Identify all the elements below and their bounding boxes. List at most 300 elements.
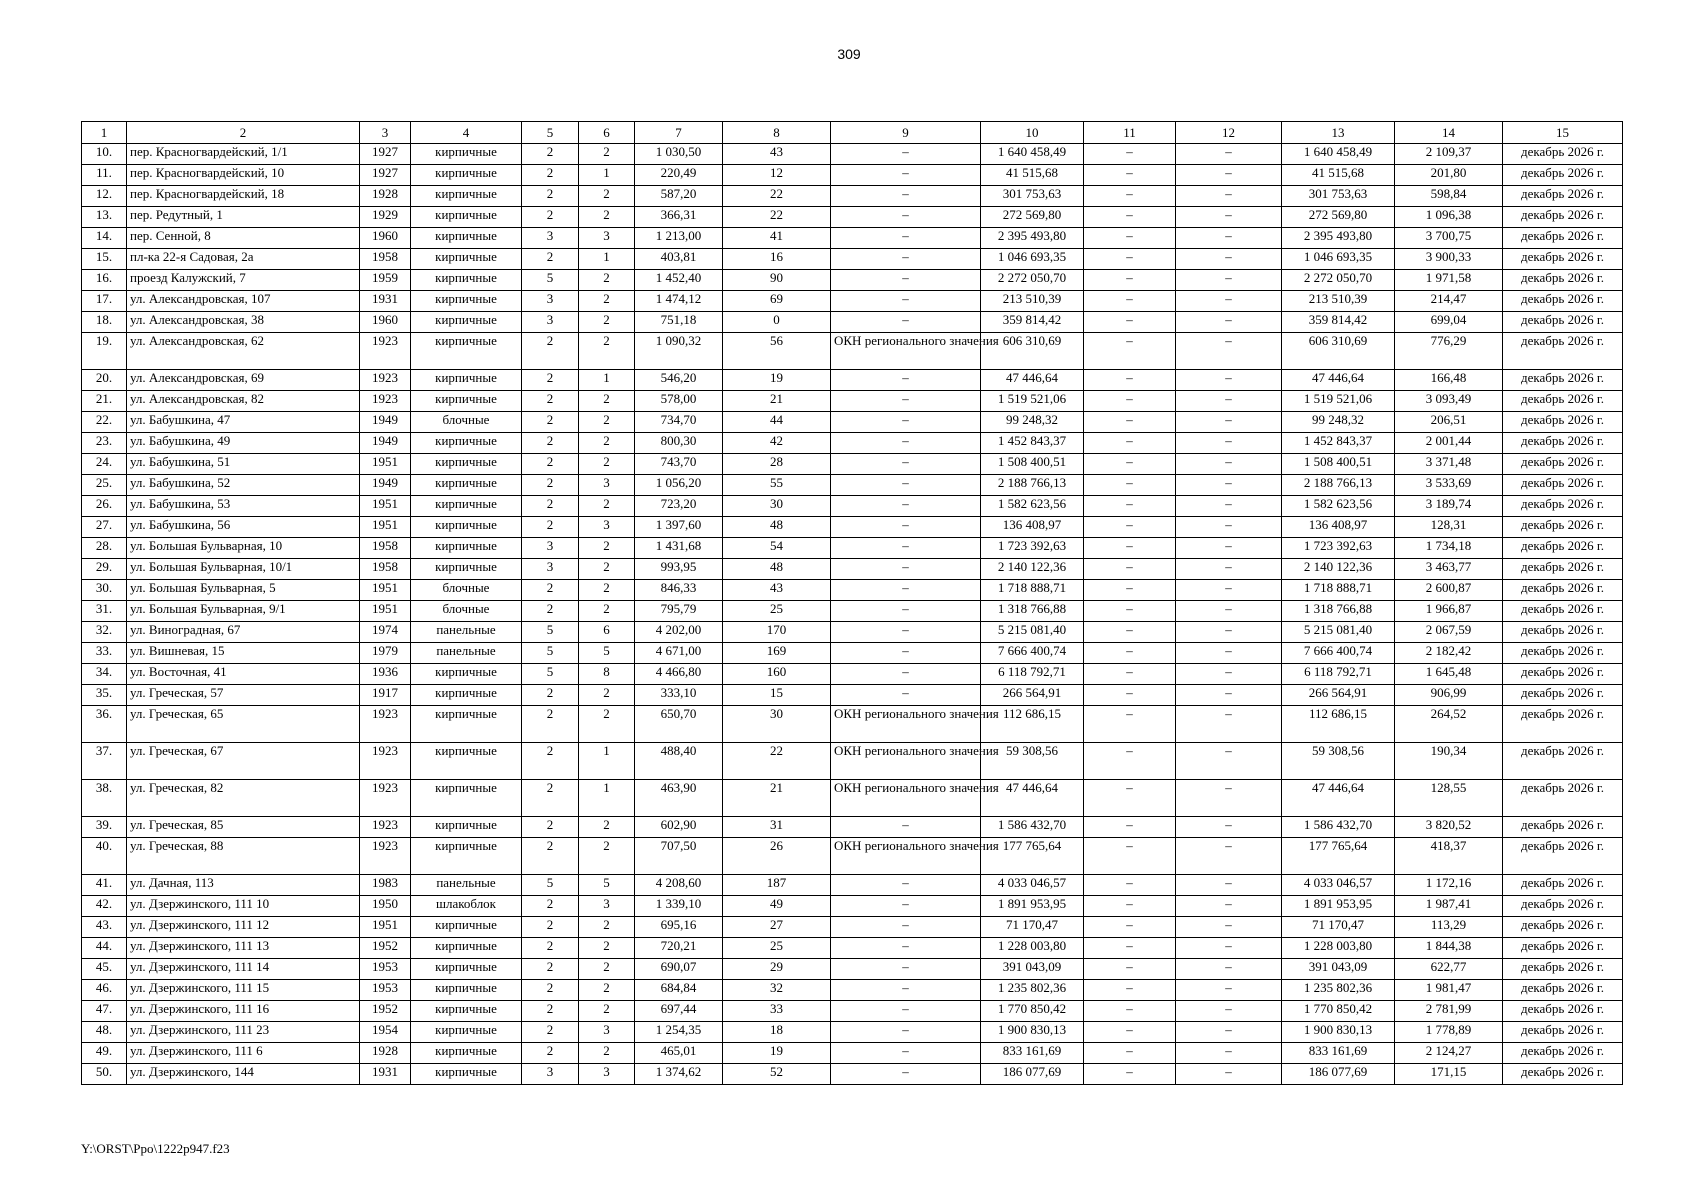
- cell-area: 707,50: [635, 838, 723, 875]
- cell-deadline: декабрь 2026 г.: [1503, 622, 1623, 643]
- cell-deadline: декабрь 2026 г.: [1503, 391, 1623, 412]
- cell-area: 1 452,40: [635, 270, 723, 291]
- cell-deadline: декабрь 2026 г.: [1503, 475, 1623, 496]
- cell-wall-material: панельные: [411, 875, 522, 896]
- cell-total-cost: 41 515,68: [981, 165, 1084, 186]
- cell-build-year: 1952: [360, 1001, 411, 1022]
- cell-deadline: декабрь 2026 г.: [1503, 980, 1623, 1001]
- cell-deadline: декабрь 2026 г.: [1503, 370, 1623, 391]
- table-row: [82, 391, 1623, 412]
- cell-row-number: 16.: [82, 270, 127, 291]
- cell-total-cost: 2 140 122,36: [981, 559, 1084, 580]
- cell-cost-col-12: –: [1176, 601, 1282, 622]
- cell-address: ул. Греческая, 82: [127, 780, 360, 817]
- cell-residents: 54: [723, 538, 831, 559]
- cell-residents: 19: [723, 1043, 831, 1064]
- cell-entrances: 2: [579, 144, 635, 165]
- cell-cost-col-13: 47 446,64: [1282, 370, 1395, 391]
- table-row: [82, 896, 1623, 917]
- cell-heritage-status: –: [831, 454, 981, 475]
- cell-cost-col-12: –: [1176, 391, 1282, 412]
- cell-floors: 3: [522, 538, 579, 559]
- table-row: [82, 706, 1623, 743]
- cell-row-number: 14.: [82, 228, 127, 249]
- cell-entrances: 2: [579, 980, 635, 1001]
- cell-deadline: декабрь 2026 г.: [1503, 165, 1623, 186]
- cell-cost-per-unit: 3 371,48: [1395, 454, 1503, 475]
- cell-area: 403,81: [635, 249, 723, 270]
- cell-area: 4 671,00: [635, 643, 723, 664]
- cell-build-year: 1923: [360, 333, 411, 370]
- cell-entrances: 2: [579, 333, 635, 370]
- cell-row-number: 15.: [82, 249, 127, 270]
- cell-address: ул. Александровская, 62: [127, 333, 360, 370]
- cell-total-cost: 1 452 843,37: [981, 433, 1084, 454]
- cell-row-number: 33.: [82, 643, 127, 664]
- cell-cost-per-unit: 622,77: [1395, 959, 1503, 980]
- cell-total-cost: 1 519 521,06: [981, 391, 1084, 412]
- cell-area: 650,70: [635, 706, 723, 743]
- cell-address: ул. Александровская, 107: [127, 291, 360, 312]
- table-row: [82, 370, 1623, 391]
- cell-cost-col-11: –: [1084, 706, 1176, 743]
- cell-floors: 2: [522, 207, 579, 228]
- cell-floors: 5: [522, 270, 579, 291]
- table-row: [82, 643, 1623, 664]
- cell-area: 488,40: [635, 743, 723, 780]
- cell-row-number: 12.: [82, 186, 127, 207]
- cell-floors: 3: [522, 291, 579, 312]
- table-row: [82, 228, 1623, 249]
- cell-cost-col-11: –: [1084, 838, 1176, 875]
- cell-residents: 30: [723, 706, 831, 743]
- cell-entrances: 2: [579, 580, 635, 601]
- cell-address: ул. Дзержинского, 111 14: [127, 959, 360, 980]
- cell-residents: 19: [723, 370, 831, 391]
- cell-address: ул. Александровская, 82: [127, 391, 360, 412]
- cell-total-cost: 1 718 888,71: [981, 580, 1084, 601]
- cell-entrances: 2: [579, 917, 635, 938]
- cell-cost-per-unit: 2 781,99: [1395, 1001, 1503, 1022]
- cell-cost-per-unit: 418,37: [1395, 838, 1503, 875]
- cell-cost-col-11: –: [1084, 391, 1176, 412]
- table-row: [82, 959, 1623, 980]
- cell-wall-material: кирпичные: [411, 1043, 522, 1064]
- cell-cost-col-13: 301 753,63: [1282, 186, 1395, 207]
- cell-cost-col-13: 59 308,56: [1282, 743, 1395, 780]
- cell-address: ул. Восточная, 41: [127, 664, 360, 685]
- cell-row-number: 17.: [82, 291, 127, 312]
- cell-cost-col-12: –: [1176, 875, 1282, 896]
- cell-address: ул. Дзержинского, 111 15: [127, 980, 360, 1001]
- cell-residents: 43: [723, 580, 831, 601]
- cell-area: 1 339,10: [635, 896, 723, 917]
- column-header-1: 1: [82, 122, 127, 144]
- cell-cost-col-11: –: [1084, 875, 1176, 896]
- cell-residents: 170: [723, 622, 831, 643]
- cell-cost-col-13: 272 569,80: [1282, 207, 1395, 228]
- cell-build-year: 1923: [360, 743, 411, 780]
- cell-entrances: 2: [579, 838, 635, 875]
- cell-total-cost: 7 666 400,74: [981, 643, 1084, 664]
- cell-build-year: 1952: [360, 938, 411, 959]
- cell-address: пер. Красногвардейский, 1/1: [127, 144, 360, 165]
- cell-build-year: 1931: [360, 1064, 411, 1085]
- cell-build-year: 1951: [360, 580, 411, 601]
- cell-entrances: 2: [579, 391, 635, 412]
- cell-cost-col-13: 2 188 766,13: [1282, 475, 1395, 496]
- cell-wall-material: кирпичные: [411, 207, 522, 228]
- cell-wall-material: кирпичные: [411, 370, 522, 391]
- cell-deadline: декабрь 2026 г.: [1503, 664, 1623, 685]
- cell-wall-material: кирпичные: [411, 1001, 522, 1022]
- cell-address: пер. Красногвардейский, 10: [127, 165, 360, 186]
- cell-area: 1 090,32: [635, 333, 723, 370]
- cell-deadline: декабрь 2026 г.: [1503, 270, 1623, 291]
- cell-cost-col-11: –: [1084, 664, 1176, 685]
- cell-heritage-status: –: [831, 186, 981, 207]
- cell-cost-col-12: –: [1176, 291, 1282, 312]
- cell-area: 366,31: [635, 207, 723, 228]
- cell-address: ул. Дзержинского, 144: [127, 1064, 360, 1085]
- cell-cost-col-13: 5 215 081,40: [1282, 622, 1395, 643]
- cell-cost-col-13: 2 140 122,36: [1282, 559, 1395, 580]
- cell-deadline: декабрь 2026 г.: [1503, 959, 1623, 980]
- cell-floors: 2: [522, 980, 579, 1001]
- cell-deadline: декабрь 2026 г.: [1503, 743, 1623, 780]
- cell-wall-material: кирпичные: [411, 165, 522, 186]
- cell-residents: 48: [723, 559, 831, 580]
- cell-total-cost: 2 188 766,13: [981, 475, 1084, 496]
- housing-registry-table: [81, 121, 1623, 1085]
- cell-cost-col-11: –: [1084, 917, 1176, 938]
- cell-address: ул. Александровская, 38: [127, 312, 360, 333]
- cell-floors: 2: [522, 743, 579, 780]
- cell-cost-col-13: 833 161,69: [1282, 1043, 1395, 1064]
- cell-area: 1 374,62: [635, 1064, 723, 1085]
- cell-cost-col-13: 1 508 400,51: [1282, 454, 1395, 475]
- cell-entrances: 2: [579, 207, 635, 228]
- cell-address: пер. Красногвардейский, 18: [127, 186, 360, 207]
- cell-build-year: 1927: [360, 144, 411, 165]
- cell-wall-material: кирпичные: [411, 743, 522, 780]
- cell-heritage-status: –: [831, 370, 981, 391]
- cell-cost-col-12: –: [1176, 228, 1282, 249]
- cell-total-cost: 99 248,32: [981, 412, 1084, 433]
- cell-heritage-status: –: [831, 559, 981, 580]
- cell-floors: 5: [522, 622, 579, 643]
- cell-area: 1 397,60: [635, 517, 723, 538]
- cell-floors: 2: [522, 1043, 579, 1064]
- cell-floors: 2: [522, 433, 579, 454]
- cell-entrances: 1: [579, 743, 635, 780]
- cell-cost-col-13: 1 582 623,56: [1282, 496, 1395, 517]
- cell-build-year: 1949: [360, 412, 411, 433]
- cell-residents: 69: [723, 291, 831, 312]
- cell-cost-per-unit: 3 533,69: [1395, 475, 1503, 496]
- cell-cost-col-13: 41 515,68: [1282, 165, 1395, 186]
- cell-entrances: 3: [579, 1064, 635, 1085]
- cell-deadline: декабрь 2026 г.: [1503, 601, 1623, 622]
- cell-cost-col-13: 47 446,64: [1282, 780, 1395, 817]
- cell-entrances: 2: [579, 817, 635, 838]
- cell-cost-per-unit: 2 001,44: [1395, 433, 1503, 454]
- cell-heritage-status: –: [831, 643, 981, 664]
- cell-area: 723,20: [635, 496, 723, 517]
- cell-area: 993,95: [635, 559, 723, 580]
- cell-total-cost: 301 753,63: [981, 186, 1084, 207]
- table-row: [82, 454, 1623, 475]
- cell-build-year: 1951: [360, 601, 411, 622]
- cell-entrances: 1: [579, 370, 635, 391]
- cell-entrances: 2: [579, 959, 635, 980]
- table-row: [82, 538, 1623, 559]
- cell-deadline: декабрь 2026 г.: [1503, 333, 1623, 370]
- cell-wall-material: кирпичные: [411, 228, 522, 249]
- cell-address: ул. Бабушкина, 49: [127, 433, 360, 454]
- cell-cost-col-13: 1 718 888,71: [1282, 580, 1395, 601]
- cell-area: 720,21: [635, 938, 723, 959]
- cell-cost-col-11: –: [1084, 896, 1176, 917]
- cell-deadline: декабрь 2026 г.: [1503, 643, 1623, 664]
- cell-cost-col-13: 266 564,91: [1282, 685, 1395, 706]
- cell-deadline: декабрь 2026 г.: [1503, 580, 1623, 601]
- table-row: [82, 291, 1623, 312]
- cell-build-year: 1951: [360, 454, 411, 475]
- cell-entrances: 2: [579, 1043, 635, 1064]
- cell-floors: 2: [522, 475, 579, 496]
- cell-total-cost: 359 814,42: [981, 312, 1084, 333]
- cell-heritage-status: –: [831, 601, 981, 622]
- cell-wall-material: кирпичные: [411, 838, 522, 875]
- cell-heritage-status: –: [831, 144, 981, 165]
- cell-floors: 2: [522, 938, 579, 959]
- cell-deadline: декабрь 2026 г.: [1503, 896, 1623, 917]
- cell-wall-material: кирпичные: [411, 496, 522, 517]
- cell-entrances: 6: [579, 622, 635, 643]
- cell-floors: 2: [522, 391, 579, 412]
- cell-total-cost: 1 508 400,51: [981, 454, 1084, 475]
- cell-cost-col-12: –: [1176, 165, 1282, 186]
- cell-heritage-status: –: [831, 664, 981, 685]
- cell-cost-col-11: –: [1084, 165, 1176, 186]
- cell-wall-material: кирпичные: [411, 312, 522, 333]
- cell-total-cost: 391 043,09: [981, 959, 1084, 980]
- table-body: [82, 144, 1623, 1085]
- cell-cost-per-unit: 598,84: [1395, 186, 1503, 207]
- cell-heritage-status: ОКН регионального значения: [831, 706, 981, 743]
- cell-cost-col-11: –: [1084, 517, 1176, 538]
- cell-wall-material: панельные: [411, 622, 522, 643]
- cell-entrances: 8: [579, 664, 635, 685]
- cell-deadline: декабрь 2026 г.: [1503, 538, 1623, 559]
- cell-cost-col-11: –: [1084, 959, 1176, 980]
- cell-cost-col-12: –: [1176, 475, 1282, 496]
- cell-cost-col-12: –: [1176, 1022, 1282, 1043]
- cell-total-cost: 833 161,69: [981, 1043, 1084, 1064]
- cell-deadline: декабрь 2026 г.: [1503, 1043, 1623, 1064]
- cell-cost-per-unit: 3 820,52: [1395, 817, 1503, 838]
- cell-heritage-status: ОКН регионального значения: [831, 838, 981, 875]
- cell-row-number: 35.: [82, 685, 127, 706]
- cell-cost-col-12: –: [1176, 643, 1282, 664]
- cell-row-number: 24.: [82, 454, 127, 475]
- cell-cost-col-12: –: [1176, 938, 1282, 959]
- cell-deadline: декабрь 2026 г.: [1503, 875, 1623, 896]
- cell-cost-per-unit: 166,48: [1395, 370, 1503, 391]
- cell-wall-material: кирпичные: [411, 1022, 522, 1043]
- cell-cost-col-12: –: [1176, 517, 1282, 538]
- cell-cost-col-11: –: [1084, 980, 1176, 1001]
- cell-cost-per-unit: 214,47: [1395, 291, 1503, 312]
- cell-entrances: 2: [579, 291, 635, 312]
- cell-total-cost: 1 318 766,88: [981, 601, 1084, 622]
- cell-total-cost: 1 640 458,49: [981, 144, 1084, 165]
- cell-cost-col-13: 1 235 802,36: [1282, 980, 1395, 1001]
- cell-row-number: 47.: [82, 1001, 127, 1022]
- cell-total-cost: 59 308,56: [981, 743, 1084, 780]
- cell-deadline: декабрь 2026 г.: [1503, 838, 1623, 875]
- cell-entrances: 3: [579, 475, 635, 496]
- cell-build-year: 1953: [360, 980, 411, 1001]
- table-row: [82, 938, 1623, 959]
- cell-cost-col-12: –: [1176, 333, 1282, 370]
- cell-cost-col-12: –: [1176, 780, 1282, 817]
- cell-floors: 3: [522, 1064, 579, 1085]
- cell-address: ул. Большая Бульварная, 9/1: [127, 601, 360, 622]
- cell-total-cost: 1 723 392,63: [981, 538, 1084, 559]
- cell-heritage-status: –: [831, 496, 981, 517]
- cell-row-number: 39.: [82, 817, 127, 838]
- cell-total-cost: 1 235 802,36: [981, 980, 1084, 1001]
- cell-entrances: 2: [579, 559, 635, 580]
- cell-residents: 26: [723, 838, 831, 875]
- cell-residents: 52: [723, 1064, 831, 1085]
- cell-build-year: 1923: [360, 391, 411, 412]
- table-row: [82, 817, 1623, 838]
- cell-area: 4 202,00: [635, 622, 723, 643]
- cell-total-cost: 136 408,97: [981, 517, 1084, 538]
- column-header-3: 3: [360, 122, 411, 144]
- cell-heritage-status: ОКН регионального значения: [831, 780, 981, 817]
- table-row: [82, 165, 1623, 186]
- cell-cost-per-unit: 1 987,41: [1395, 896, 1503, 917]
- cell-cost-col-12: –: [1176, 838, 1282, 875]
- cell-address: ул. Бабушкина, 56: [127, 517, 360, 538]
- cell-residents: 48: [723, 517, 831, 538]
- table-row: [82, 875, 1623, 896]
- cell-address: ул. Греческая, 88: [127, 838, 360, 875]
- cell-residents: 41: [723, 228, 831, 249]
- cell-cost-per-unit: 906,99: [1395, 685, 1503, 706]
- cell-row-number: 11.: [82, 165, 127, 186]
- cell-build-year: 1979: [360, 643, 411, 664]
- cell-area: 1 213,00: [635, 228, 723, 249]
- cell-floors: 2: [522, 370, 579, 391]
- cell-total-cost: 272 569,80: [981, 207, 1084, 228]
- cell-heritage-status: –: [831, 1064, 981, 1085]
- column-header-14: 14: [1395, 122, 1503, 144]
- cell-cost-col-11: –: [1084, 559, 1176, 580]
- cell-heritage-status: –: [831, 959, 981, 980]
- cell-heritage-status: –: [831, 517, 981, 538]
- cell-residents: 42: [723, 433, 831, 454]
- cell-build-year: 1917: [360, 685, 411, 706]
- column-header-11: 11: [1084, 122, 1176, 144]
- cell-residents: 25: [723, 601, 831, 622]
- cell-total-cost: 606 310,69: [981, 333, 1084, 370]
- cell-heritage-status: –: [831, 875, 981, 896]
- cell-total-cost: 1 770 850,42: [981, 1001, 1084, 1022]
- cell-cost-col-12: –: [1176, 370, 1282, 391]
- cell-residents: 44: [723, 412, 831, 433]
- cell-address: проезд Калужский, 7: [127, 270, 360, 291]
- cell-cost-col-11: –: [1084, 601, 1176, 622]
- cell-address: ул. Дзержинского, 111 16: [127, 1001, 360, 1022]
- cell-heritage-status: –: [831, 312, 981, 333]
- cell-total-cost: 213 510,39: [981, 291, 1084, 312]
- cell-cost-per-unit: 1 645,48: [1395, 664, 1503, 685]
- cell-cost-col-13: 606 310,69: [1282, 333, 1395, 370]
- cell-area: 690,07: [635, 959, 723, 980]
- cell-heritage-status: –: [831, 817, 981, 838]
- cell-area: 546,20: [635, 370, 723, 391]
- cell-deadline: декабрь 2026 г.: [1503, 186, 1623, 207]
- cell-area: 697,44: [635, 1001, 723, 1022]
- cell-total-cost: 1 586 432,70: [981, 817, 1084, 838]
- cell-floors: 2: [522, 165, 579, 186]
- cell-residents: 22: [723, 186, 831, 207]
- cell-heritage-status: –: [831, 291, 981, 312]
- cell-cost-per-unit: 1 172,16: [1395, 875, 1503, 896]
- cell-cost-col-11: –: [1084, 780, 1176, 817]
- cell-build-year: 1923: [360, 838, 411, 875]
- cell-build-year: 1959: [360, 270, 411, 291]
- cell-row-number: 32.: [82, 622, 127, 643]
- cell-cost-col-11: –: [1084, 333, 1176, 370]
- cell-cost-col-11: –: [1084, 1022, 1176, 1043]
- cell-entrances: 1: [579, 165, 635, 186]
- cell-wall-material: кирпичные: [411, 433, 522, 454]
- cell-deadline: декабрь 2026 г.: [1503, 517, 1623, 538]
- table-row: [82, 207, 1623, 228]
- table-row: [82, 475, 1623, 496]
- cell-cost-col-11: –: [1084, 249, 1176, 270]
- column-header-10: 10: [981, 122, 1084, 144]
- cell-address: ул. Бабушкина, 52: [127, 475, 360, 496]
- column-header-4: 4: [411, 122, 522, 144]
- cell-residents: 30: [723, 496, 831, 517]
- cell-entrances: 1: [579, 780, 635, 817]
- cell-row-number: 23.: [82, 433, 127, 454]
- column-header-2: 2: [127, 122, 360, 144]
- cell-residents: 21: [723, 391, 831, 412]
- cell-floors: 3: [522, 559, 579, 580]
- cell-cost-col-13: 213 510,39: [1282, 291, 1395, 312]
- cell-wall-material: кирпичные: [411, 517, 522, 538]
- cell-floors: 5: [522, 664, 579, 685]
- cell-deadline: декабрь 2026 г.: [1503, 917, 1623, 938]
- cell-cost-col-12: –: [1176, 454, 1282, 475]
- table-row: [82, 249, 1623, 270]
- cell-cost-per-unit: 1 778,89: [1395, 1022, 1503, 1043]
- cell-entrances: 3: [579, 517, 635, 538]
- cell-total-cost: 6 118 792,71: [981, 664, 1084, 685]
- cell-heritage-status: –: [831, 165, 981, 186]
- table-row: [82, 312, 1623, 333]
- cell-cost-per-unit: 3 093,49: [1395, 391, 1503, 412]
- cell-cost-col-11: –: [1084, 538, 1176, 559]
